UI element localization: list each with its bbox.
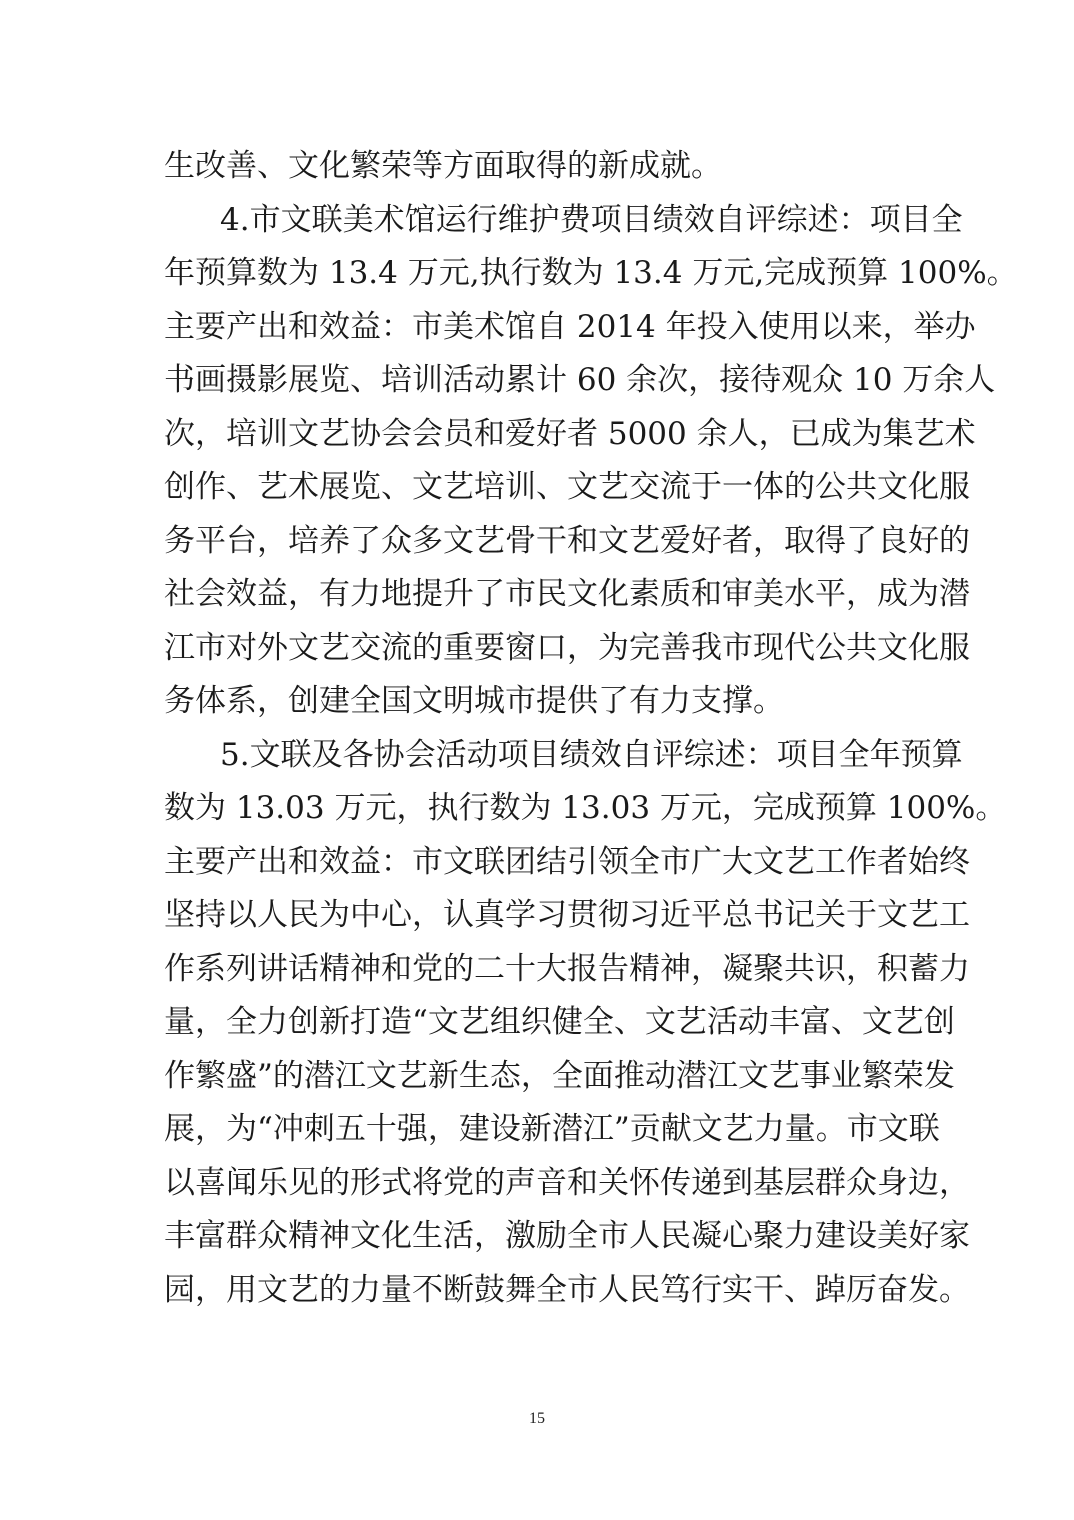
text-line: 量，全力创新打造“文艺组织健全、文艺活动丰富、文艺创: [164, 1004, 955, 1040]
text-line: 园，用文艺的力量不断鼓舞全市人民笃行实干、踔厉奋发。: [164, 1271, 970, 1308]
text-line: 数为 13.03 万元，执行数为 13.03 万元，完成预算 100%。: [164, 790, 1007, 826]
text-line: 作系列讲话精神和党的二十大报告精神，凝聚共识，积蓄力: [164, 950, 970, 987]
text-line: 丰富群众精神文化生活，激励全市人民凝心聚力建设美好家: [164, 1218, 970, 1254]
text-line: 作繁盛”的潜江文艺新生态，全面推动潜江文艺事业繁荣发: [164, 1057, 955, 1094]
text-line: 务体系，创建全国文明城市提供了有力支撑。: [164, 683, 784, 719]
text-line: 主要产出和效益：市美术馆自 2014 年投入使用以来，举办: [164, 308, 976, 345]
text-line: 次，培训文艺协会会员和爱好者 5000 余人，已成为集艺术: [164, 415, 976, 452]
text-line: 坚持以人民为中心，认真学习贯彻习近平总书记关于文艺工: [164, 897, 970, 933]
text-line: 4.市文联美术馆运行维护费项目绩效自评综述：项目全: [220, 201, 963, 238]
text-line: 主要产出和效益：市文联团结引领全市广大文艺工作者始终: [164, 843, 970, 880]
body-text: [164, 140, 1018, 1317]
text-line: 以喜闻乐见的形式将党的声音和关怀传递到基层群众身边，: [164, 1164, 970, 1201]
text-line: 务平台，培养了众多文艺骨干和文艺爱好者，取得了良好的: [164, 522, 970, 559]
text-line: 江市对外文艺交流的重要窗口，为完善我市现代公共文化服: [164, 629, 970, 666]
text-line: 年预算数为 13.4 万元,执行数为 13.4 万元,完成预算 100%。: [164, 255, 1018, 291]
text-line: 5.文联及各协会活动项目绩效自评综述：项目全年预算: [220, 736, 963, 773]
text-line: 展，为“冲刺五十强，建设新潜江”贡献文艺力量。市文联: [164, 1111, 940, 1147]
text-line: 生改善、文化繁荣等方面取得的新成就。: [164, 148, 722, 184]
text-line: 创作、艺术展览、文艺培训、文艺交流于一体的公共文化服: [164, 469, 970, 505]
text-line: 社会效益，有力地提升了市民文化素质和审美水平，成为潜: [164, 576, 970, 612]
text-line: 书画摄影展览、培训活动累计 60 余次，接待观众 10 万余人: [164, 362, 996, 398]
page-number: 15: [529, 1410, 545, 1427]
